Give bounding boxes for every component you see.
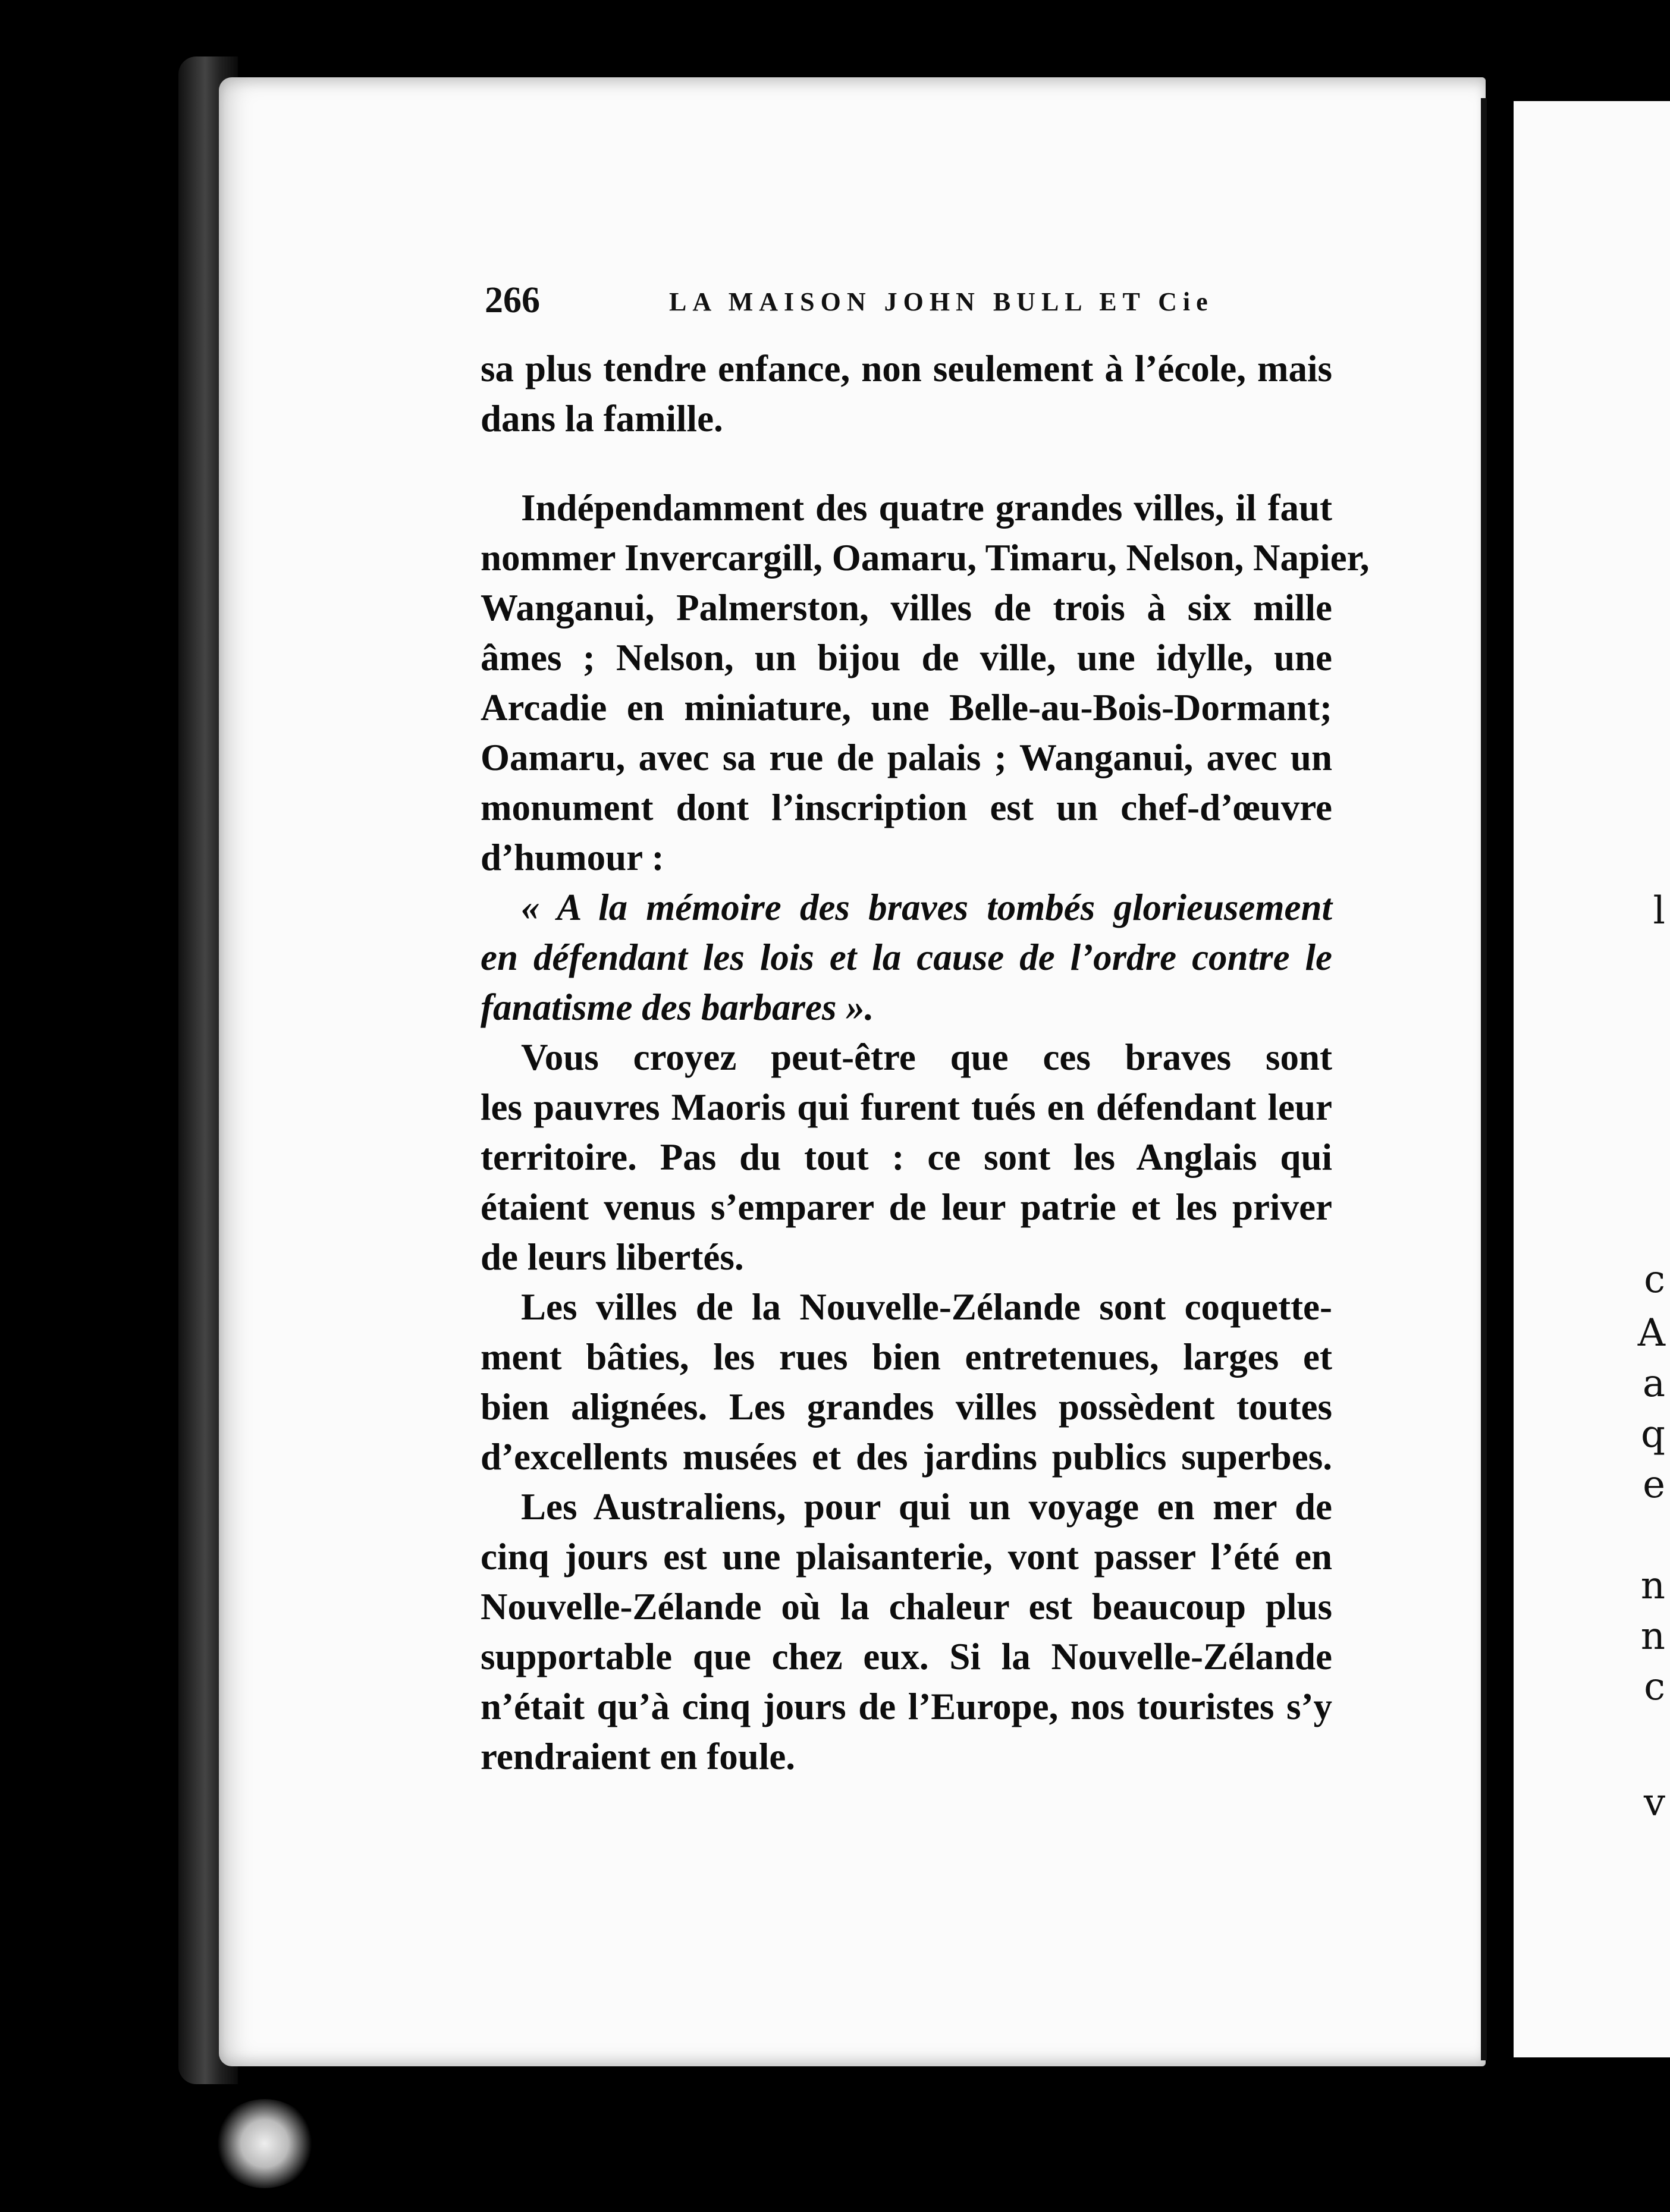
text-line: territoire. Pas du tout : ce sont les Anglais qui: [481, 1136, 1332, 1178]
text-line: bien alignées. Les grandes villes possèdent toutes: [481, 1386, 1332, 1428]
next-page-char: n: [1640, 1564, 1665, 1608]
text-line: étaient venus s’emparer de leur patrie et les priver: [481, 1186, 1332, 1228]
text-line: nommer Invercargill, Oamaru, Timaru, Nelson, Napier,: [481, 537, 1370, 579]
text-line: Vous croyez peut-être que ces braves sont: [521, 1036, 1332, 1078]
text-line: d’excellents musées et des jardins publics superbes.: [481, 1436, 1332, 1478]
text-line: cinq jours est une plaisanterie, vont passer l’été en: [481, 1536, 1332, 1578]
text-line: Nouvelle-Zélande où la chaleur est beaucoup plus: [481, 1586, 1332, 1627]
running-title: LA MAISON JOHN BULL ET Cie: [669, 287, 1214, 316]
page-number: 266: [485, 280, 540, 321]
text-line: sa plus tendre enfance, non seulement à l’école, mais: [481, 348, 1332, 389]
text-line: rendraient en foule.: [481, 1736, 796, 1777]
next-page-char: c: [1644, 1665, 1665, 1709]
text-line: d’humour :: [481, 837, 664, 878]
next-page-sliver: [1514, 101, 1670, 2057]
text-line: les pauvres Maoris qui furent tués en défendant leur: [481, 1086, 1332, 1128]
next-page-char: n: [1640, 1614, 1665, 1658]
next-page-char: e: [1643, 1463, 1665, 1507]
text-line: de leurs libertés.: [481, 1236, 744, 1278]
next-page-char: v: [1643, 1781, 1665, 1825]
text-line: Arcadie en miniature, une Belle-au-Bois-Dormant;: [481, 687, 1332, 728]
text-line: Les villes de la Nouvelle-Zélande sont coquette-: [521, 1286, 1332, 1328]
quote-line: « A la mémoire des braves tombés glorieusement: [521, 887, 1332, 928]
text-line: âmes ; Nelson, un bijou de ville, une idylle, une: [481, 637, 1332, 678]
scan-stain: [214, 2099, 315, 2188]
text-line: Oamaru, avec sa rue de palais ; Wanganui, avec un: [481, 737, 1332, 778]
body-text: [481, 344, 1370, 1781]
next-page-char: a: [1642, 1362, 1665, 1406]
next-page-char: l: [1653, 889, 1665, 933]
text-line: n’était qu’à cinq jours de l’Europe, nos touristes s’y: [481, 1686, 1332, 1727]
quote-line: fanatisme des barbares ».: [481, 986, 874, 1028]
quote-line: en défendant les lois et la cause de l’ordre contre le: [481, 937, 1332, 978]
text-line: supportable que chez eux. Si la Nouvelle-Zélande: [481, 1636, 1332, 1677]
page-gutter-line: [1481, 98, 1487, 2060]
running-head: [485, 279, 1214, 327]
next-page-char: q: [1641, 1412, 1665, 1456]
next-page-char: c: [1644, 1258, 1665, 1302]
text-line: ment bâties, les rues bien entretenues, larges et: [481, 1336, 1332, 1378]
text-line: monument dont l’inscription est un chef-d’œuvre: [481, 787, 1332, 828]
next-page-char: A: [1637, 1311, 1665, 1355]
text-line: Les Australiens, pour qui un voyage en mer de: [521, 1486, 1332, 1528]
text-line: Indépendamment des quatre grandes villes, il faut: [521, 487, 1332, 529]
text-line: dans la famille.: [481, 398, 723, 439]
text-line: Wanganui, Palmerston, villes de trois à six mille: [481, 587, 1332, 629]
